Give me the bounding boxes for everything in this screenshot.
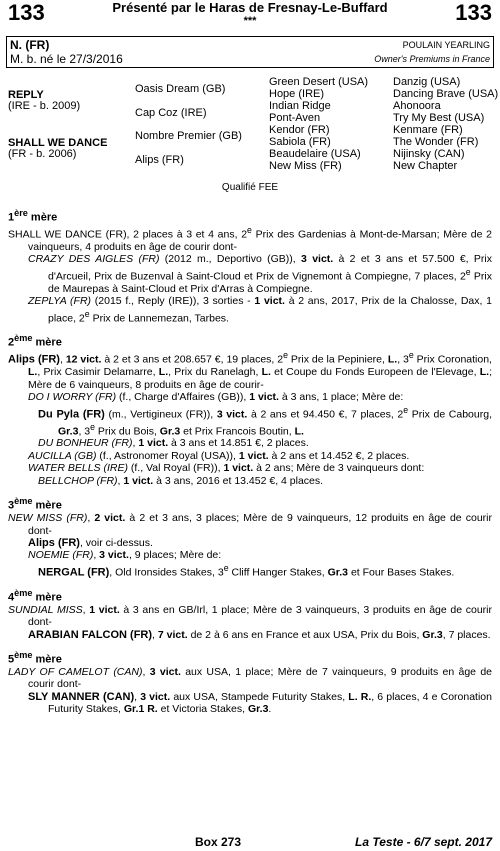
box-number: Box 273 bbox=[195, 835, 242, 849]
dam-paragraph: Alips (FR), 12 vict. à 2 et 3 ans et 208.657 €, 19 places, 2e Prix de la Pepiniere, L., 3e Prix Coronation, L., Prix Casimir Delamarre, L., Prix du Ranelagh, L. et Coupe du Fonds Europeen de l'Elevage, L.; Mère de 6 vainqueurs, 8 produits en âge de courir- bbox=[8, 350, 493, 391]
dam-name: SHALL WE DANCE bbox=[8, 137, 108, 149]
owner-option: Owner's Premiums in France bbox=[374, 54, 490, 64]
sire-name: REPLY bbox=[8, 89, 44, 101]
sale-type: POULAIN YEARLING bbox=[402, 40, 490, 50]
produce-entry: SLY MANNER (CAN), 3 vict. aux USA, Stampede Futurity Stakes, L. R., 6 places, 4 e Coronation Futurity Stakes, Gr.1 R. et Victoria Stakes, Gr.3. bbox=[28, 690, 492, 716]
dam-paragraph: SUNDIAL MISS, 1 vict. à 3 ans en GB/Irl, 1 place; Mère de 3 vainqueurs, 3 produits en âge de courir dont- bbox=[8, 603, 492, 629]
produce-entry: BELLCHOP (FR), 1 vict. à 3 ans, 2016 et 13.452 €, 4 places. bbox=[38, 474, 324, 487]
gen4-item: The Wonder (FR) bbox=[393, 136, 479, 148]
gen3-item: Hope (IRE) bbox=[269, 88, 325, 100]
gen3-item: Pont-Aven bbox=[269, 112, 321, 124]
gen4-item: Ahonoora bbox=[393, 100, 441, 112]
header-box bbox=[6, 36, 494, 68]
produce-entry: DO I WORRY (FR) (f., Charge d'Affaires (GB)), 1 vict. à 3 ans, 1 place; Mère de: bbox=[28, 391, 404, 404]
horse-name: N. (FR) bbox=[10, 38, 50, 52]
gen3-item: Green Desert (USA) bbox=[269, 76, 369, 88]
gen4-item: Danzig (USA) bbox=[393, 76, 461, 88]
section-heading-5: 5ème mère bbox=[8, 649, 62, 666]
produce-entry: ZEPLYA (FR) (2015 f., Reply (IRE)), 3 sorties - 1 vict. à 2 ans, 2017, Prix de la Chalosse, Dax, 1 place, 2e Prix de Lannemezan, Tarbes. bbox=[28, 295, 492, 324]
produce-entry: ARABIAN FALCON (FR), 7 vict. de 2 à 6 ans en France et aux USA, Prix du Bois, Gr.3, 7 places. bbox=[28, 628, 491, 641]
produce-entry: CRAZY DES AIGLES (FR) (2012 m., Deportivo (GB)), 3 vict. à 2 et 3 ans et 57.500 €, Prix d'Arcueil, Prix de Buzenval à Saint-Cloud et Prix de Vignemont à Compiegne, 7 places, 2e Prix de Maurepas à Saint-Cloud et Prix d'Arras à Compiegne. bbox=[28, 253, 492, 295]
dam-paragraph: SHALL WE DANCE (FR), 2 places à 3 et 4 ans, 2e Prix des Gardenias à Mont-de-Marsan; Mère de 2 vainqueurs, 4 produits en âge de courir dont- bbox=[8, 225, 492, 253]
section-heading-3: 3ème mère bbox=[8, 496, 62, 512]
produce-entry: DU BONHEUR (FR), 1 vict. à 3 ans et 14.851 €, 2 places. bbox=[38, 437, 309, 450]
qualification: Qualifié FEE bbox=[221, 182, 279, 193]
produce-entry: Alips (FR), voir ci-dessus. bbox=[28, 536, 153, 549]
produce-entry: NERGAL (FR), Old Ironsides Stakes, 3e Cliff Hanger Stakes, Gr.3 et Four Bases Stakes. bbox=[38, 562, 455, 579]
produce-entry: WATER BELLS (IRE) (f., Val Royal (FR)), 1 vict. à 2 ans; Mère de 3 vainqueurs dont: bbox=[28, 462, 425, 475]
dam-paragraph: LADY OF CAMELOT (CAN), 3 vict. aux USA, 1 place; Mère de 7 vainqueurs, 9 produits en âge de courir dont- bbox=[8, 665, 492, 691]
dam-info: (FR - b. 2006) bbox=[8, 148, 77, 160]
produce-record bbox=[8, 207, 492, 716]
gen4-item: Try My Best (USA) bbox=[393, 112, 485, 124]
produce-entry: AUCILLA (GB) (f., Astronomer Royal (USA)), 1 vict. à 2 ans et 14.452 €, 2 places. bbox=[28, 449, 410, 462]
lot-number-right: 133 bbox=[455, 0, 492, 25]
sale-venue: La Teste - 6/7 sept. 2017 bbox=[355, 835, 492, 849]
gen4-item: New Chapter bbox=[393, 160, 458, 172]
section-heading-2: 2ème mère bbox=[8, 333, 62, 350]
gen3-item: Indian Ridge bbox=[269, 100, 331, 112]
gen4-item: Nijinsky (CAN) bbox=[393, 148, 465, 160]
gen2-item: Nombre Premier (GB) bbox=[135, 130, 242, 142]
dam-paragraph: NEW MISS (FR), 2 vict. à 2 et 3 ans, 3 places; Mère de 9 vainqueurs, 12 produits en âge de courir dont- bbox=[8, 512, 492, 537]
gen3-item: New Miss (FR) bbox=[269, 160, 342, 172]
gen3-item: Kendor (FR) bbox=[269, 124, 330, 136]
gen4-item: Dancing Brave (USA) bbox=[393, 88, 499, 100]
stars: *** bbox=[243, 15, 257, 27]
gen3-item: Beaudelaire (USA) bbox=[269, 148, 361, 160]
section-heading-4: 4ème mère bbox=[8, 587, 62, 604]
gen2-item: Cap Coz (IRE) bbox=[135, 107, 207, 119]
produce-entry: NOEMIE (FR), 3 vict., 9 places; Mère de: bbox=[28, 549, 222, 562]
gen4-item: Kenmare (FR) bbox=[393, 124, 463, 136]
gen2-item: Alips (FR) bbox=[135, 154, 184, 166]
presenter: Présenté par le Haras de Fresnay-Le-Buffard bbox=[112, 0, 388, 15]
section-heading-1: 1ère mère bbox=[8, 208, 58, 224]
gen2-item: Oasis Dream (GB) bbox=[135, 83, 226, 95]
horse-birth: M. b. né le 27/3/2016 bbox=[10, 52, 123, 66]
gen3-item: Sabiola (FR) bbox=[269, 136, 331, 148]
produce-entry: Du Pyla (FR) (m., Vertigineux (FR)), 3 vict. à 2 ans et 94.450 €, 7 places, 2e Prix de Cabourg, Gr.3, 3e Prix du Bois, Gr.3 et Prix Francois Boutin, L. bbox=[38, 404, 492, 437]
sire-info: (IRE - b. 2009) bbox=[8, 100, 81, 112]
lot-number-left: 133 bbox=[8, 0, 45, 25]
